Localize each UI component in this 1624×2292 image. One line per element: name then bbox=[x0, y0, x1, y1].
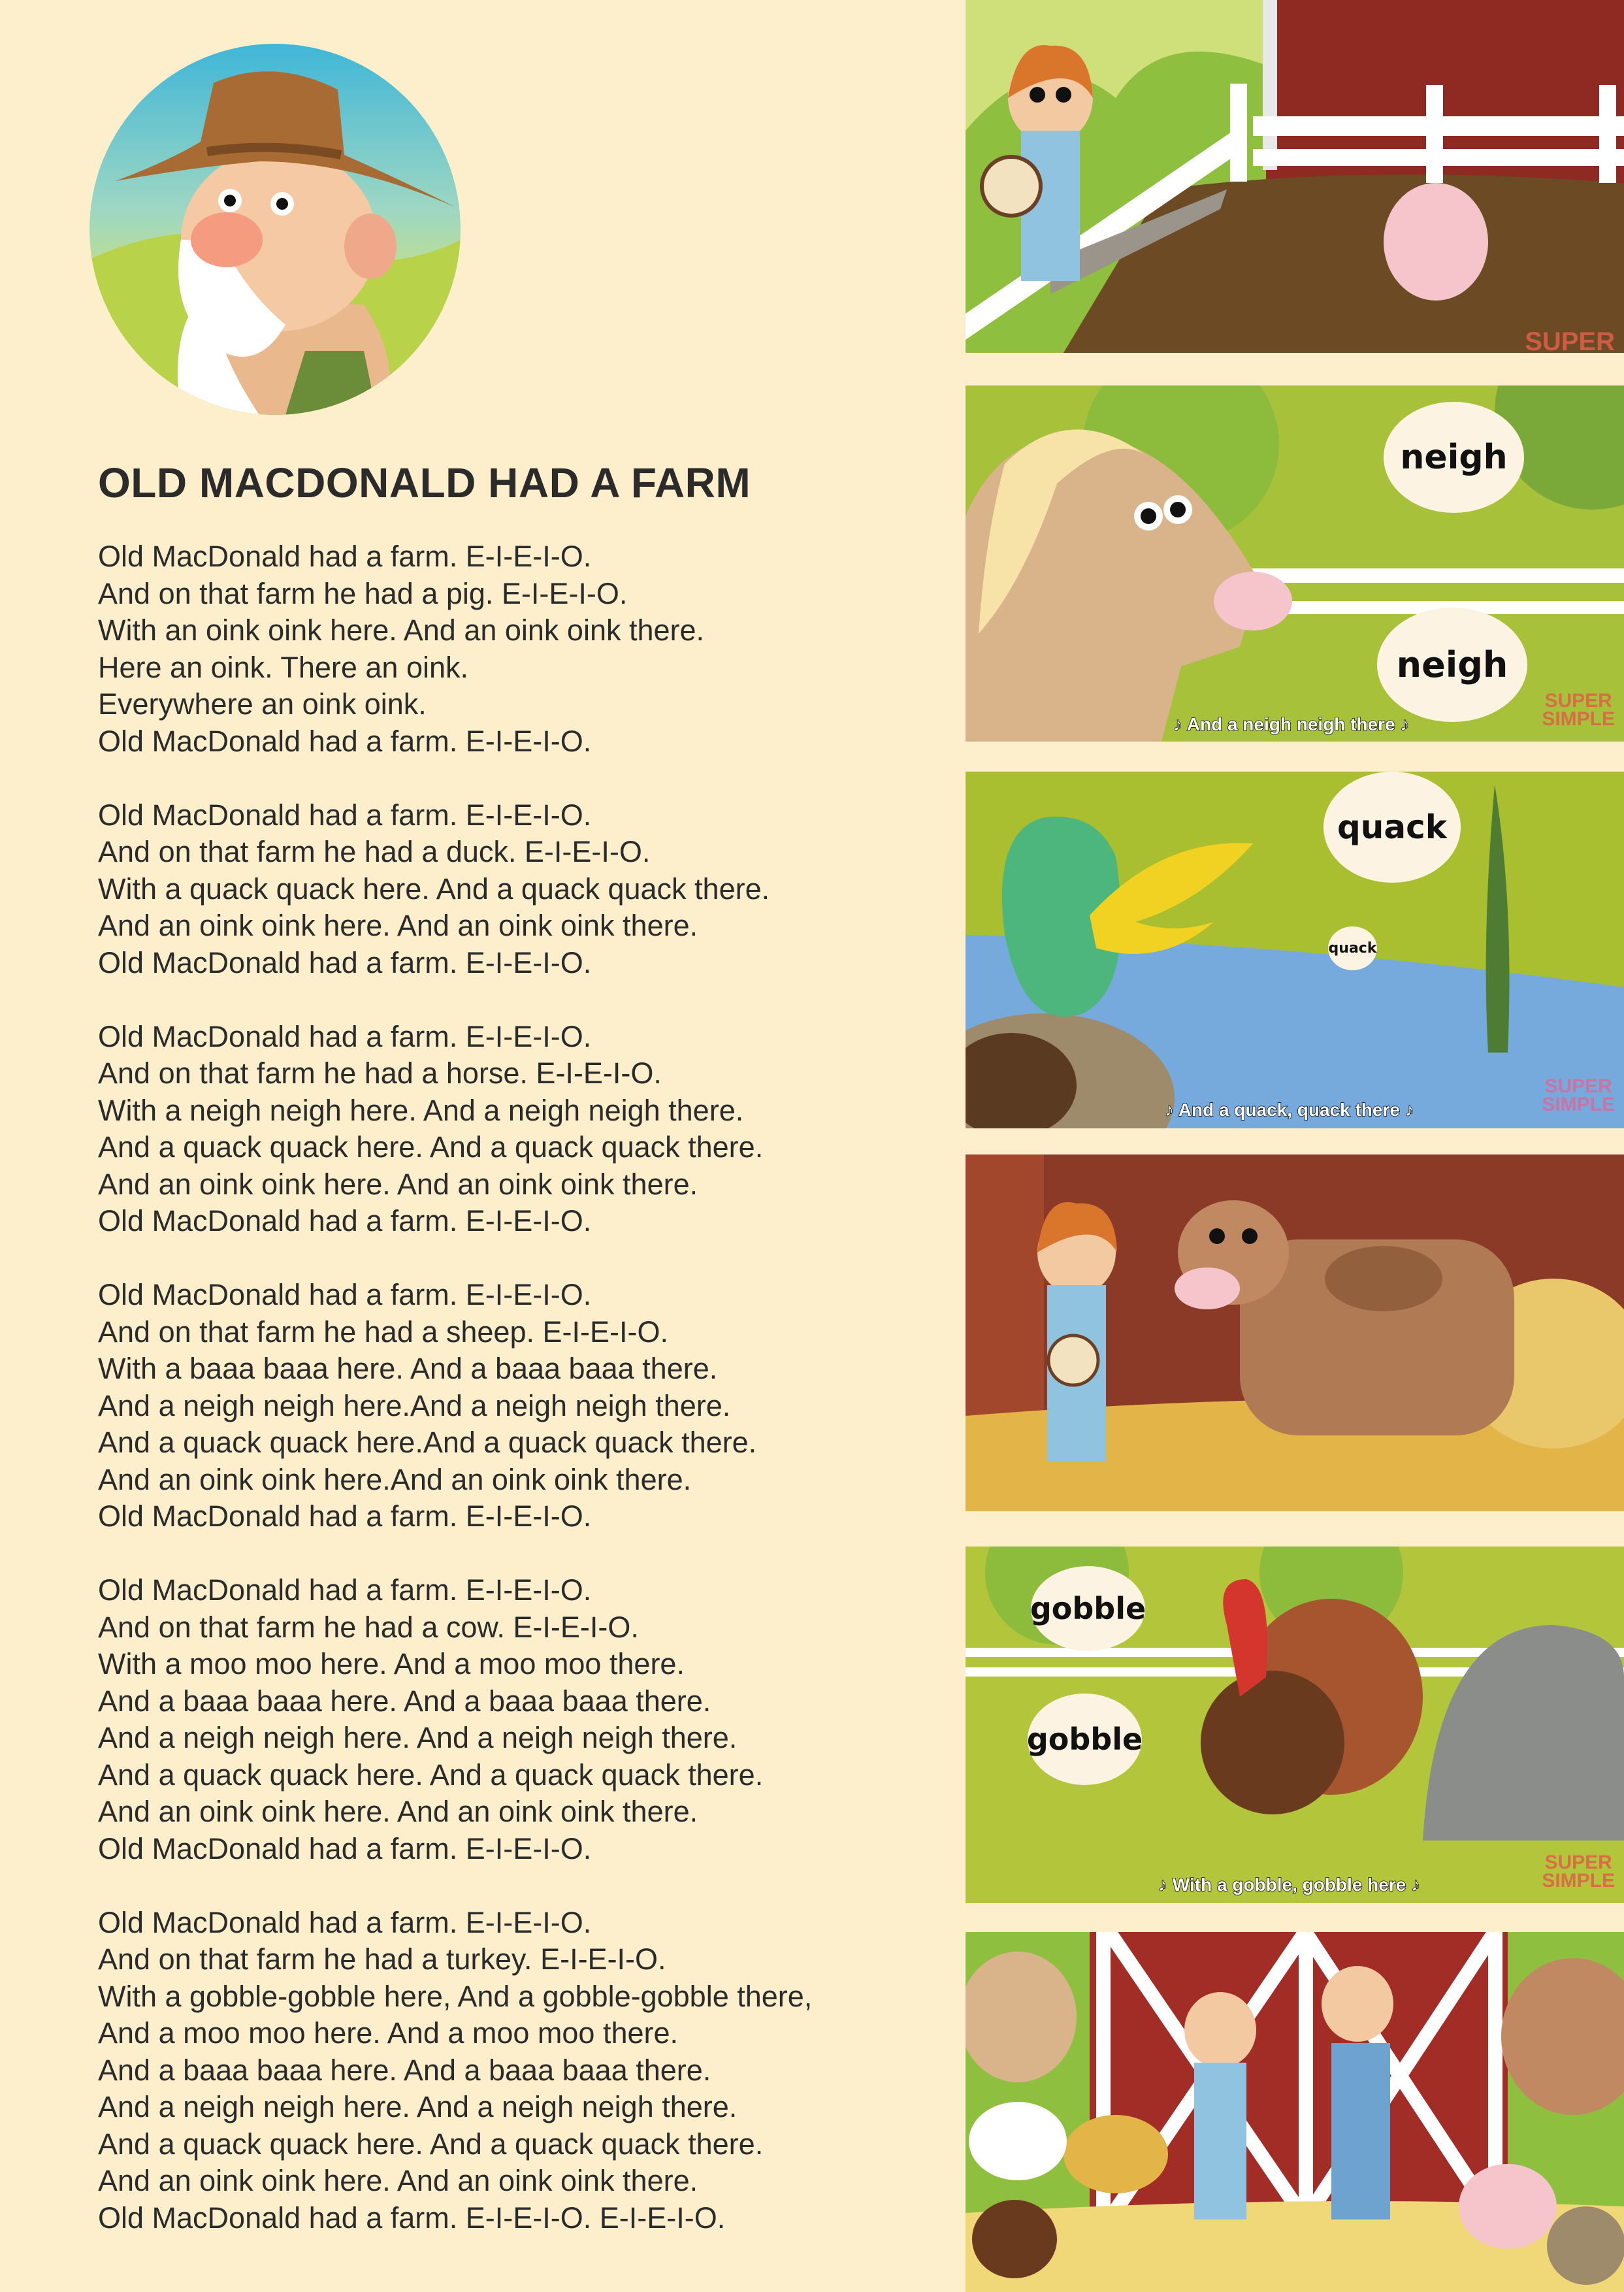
lyric-line: With a moo moo here. And a moo moo there. bbox=[98, 1647, 685, 1680]
lyric-line: And an oink oink here. And an oink oink there. bbox=[98, 909, 698, 942]
lyric-line: And a quack quack here. And a quack quack there. bbox=[98, 2127, 764, 2161]
lyric-line: Old MacDonald had a farm. E-I-E-I-O. bbox=[98, 945, 592, 979]
subtitle-caption: ♪ And a neigh neigh there ♪ bbox=[1173, 714, 1410, 734]
subtitle-caption: ♪ With a gobble, gobble here ♪ bbox=[1158, 1875, 1421, 1895]
lyric-line: And a baaa baaa here. And a baaa baaa there. bbox=[98, 2053, 711, 2087]
song-title: OLD MACDONALD HAD A FARM bbox=[98, 459, 751, 506]
lyric-line: Old MacDonald had a farm. E-I-E-I-O. bbox=[98, 1278, 592, 1311]
lyric-line: Old MacDonald had a farm. E-I-E-I-O. bbox=[98, 1905, 592, 1939]
speech-bubble: quack bbox=[1324, 772, 1461, 883]
lyric-line: And an oink oink here.And an oink oink there. bbox=[98, 1462, 692, 1496]
speech-bubble: neigh bbox=[1384, 402, 1524, 513]
illustration-finale bbox=[966, 1932, 1624, 2292]
stanza-pig bbox=[98, 538, 812, 760]
lyric-line: Old MacDonald had a farm. E-I-E-I-O. bbox=[98, 798, 592, 832]
lyrics bbox=[98, 538, 812, 2274]
lyric-line: With a gobble-gobble here, And a gobble-gobble there, bbox=[98, 1979, 813, 2013]
lyric-line: And a neigh neigh here. And a neigh neigh there. bbox=[98, 2090, 738, 2123]
lyric-line: Old MacDonald had a farm. E-I-E-I-O. bbox=[98, 1573, 592, 1607]
lyric-line: And on that farm he had a turkey. E-I-E-I-O. bbox=[98, 1942, 666, 1976]
farmer-portrait bbox=[89, 44, 461, 415]
illustration-cow bbox=[966, 1154, 1624, 1511]
subtitle-caption: ♪ And a quack, quack there ♪ bbox=[1165, 1100, 1414, 1120]
super-simple-logo: SUPER bbox=[1525, 327, 1615, 353]
lyric-line: Everywhere an oink oink. bbox=[98, 687, 427, 721]
lyric-line: And a baaa baaa here. And a baaa baaa there. bbox=[98, 1684, 711, 1718]
lyric-line: With a baaa baaa here. And a baaa baaa there. bbox=[98, 1352, 718, 1385]
lyric-line: With a neigh neigh here. And a neigh neigh there. bbox=[98, 1093, 744, 1127]
lyric-line: And an oink oink here. And an oink oink there. bbox=[98, 1795, 698, 1828]
stanza-duck bbox=[98, 797, 812, 982]
speech-bubble: quack bbox=[1328, 926, 1377, 970]
lyric-line: And on that farm he had a duck. E-I-E-I-O. bbox=[98, 835, 651, 868]
lyric-line: Here an oink. There an oink. bbox=[98, 650, 469, 684]
lyric-line: And an oink oink here. And an oink oink there. bbox=[98, 1167, 698, 1201]
lyric-line: And a moo moo here. And a moo moo there. bbox=[98, 2016, 679, 2050]
lyric-line: And a neigh neigh here. And a neigh neigh there. bbox=[98, 1721, 738, 1754]
super-simple-logo: SUPER SIMPLE bbox=[1542, 690, 1615, 730]
lyric-line: Old MacDonald had a farm. E-I-E-I-O. bbox=[98, 1019, 592, 1053]
lyric-line: Old MacDonald had a farm. E-I-E-I-O. E-I-E-I-O. bbox=[98, 2201, 726, 2235]
lyric-line: And on that farm he had a cow. E-I-E-I-O. bbox=[98, 1610, 639, 1644]
speech-bubble: neigh bbox=[1377, 608, 1527, 722]
lyric-line: And a quack quack here.And a quack quack there. bbox=[98, 1426, 757, 1459]
illustration-duck bbox=[966, 772, 1624, 1128]
lyric-line: And on that farm he had a sheep. E-I-E-I-O. bbox=[98, 1315, 668, 1349]
lyric-line: Old MacDonald had a farm. E-I-E-I-O. bbox=[98, 1204, 592, 1237]
lyric-line: With an oink oink here. And an oink oink there. bbox=[98, 614, 705, 647]
speech-bubble: gobble bbox=[1028, 1694, 1142, 1785]
illustration-horse bbox=[966, 385, 1624, 742]
lyric-line: And a quack quack here. And a quack quack there. bbox=[98, 1758, 764, 1792]
lyric-line: And a neigh neigh here.And a neigh neigh there. bbox=[98, 1388, 731, 1422]
lyric-line: With a quack quack here. And a quack quack there. bbox=[98, 872, 770, 906]
illustration-pig bbox=[966, 0, 1624, 353]
stanza-sheep bbox=[98, 1277, 812, 1535]
lyric-line: And a quack quack here. And a quack quack there. bbox=[98, 1130, 764, 1164]
lyric-line: And on that farm he had a horse. E-I-E-I-O. bbox=[98, 1056, 662, 1090]
lyric-line: Old MacDonald had a farm. E-I-E-I-O. bbox=[98, 724, 592, 758]
speech-bubble: gobble bbox=[1031, 1566, 1145, 1651]
super-simple-logo: SUPER SIMPLE bbox=[1542, 1852, 1615, 1891]
illustration-turkey bbox=[966, 1547, 1624, 1903]
lyric-line: Old MacDonald had a farm. E-I-E-I-O. bbox=[98, 540, 592, 573]
stanza-horse bbox=[98, 1019, 812, 1240]
lyric-line: And on that farm he had a pig. E-I-E-I-O. bbox=[98, 576, 628, 610]
stanza-cow bbox=[98, 1572, 812, 1867]
super-simple-logo: SUPER SIMPLE bbox=[1542, 1075, 1615, 1115]
lyric-line: Old MacDonald had a farm. E-I-E-I-O. bbox=[98, 1831, 592, 1865]
stanza-turkey bbox=[98, 1905, 812, 2237]
lyric-line: And an oink oink here. And an oink oink there. bbox=[98, 2164, 698, 2197]
lyric-line: Old MacDonald had a farm. E-I-E-I-O. bbox=[98, 1499, 592, 1533]
